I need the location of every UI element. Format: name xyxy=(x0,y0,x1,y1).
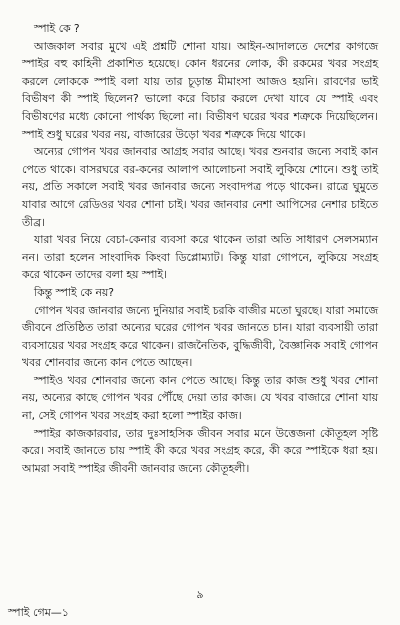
question-heading-who-is-spy: স্পাই কে ? xyxy=(34,22,80,35)
footer-signature: স্পাই গেম—১ xyxy=(8,606,69,619)
paragraph-news-trade: যারা খবর নিয়ে বেচা-কেনার ব্যবসা করে থাকেন তারা অতি সাধারণ সেলসম্যান নন। তারা হলেন সাংবাদিক কিংবা ডিপ্লোম্যাট। কিন্তু যারা গোপনে, লুকিয়ে সংগ্রহ করে থাকেন তাদের বলা হয় স্পাই। xyxy=(22,233,378,282)
page-number: ৯ xyxy=(196,588,204,601)
paragraph-intro: আজকাল সবার মুখে এই প্রশ্নটি শোনা যায়। আইন-আদালতে দেশের কাগজে স্পাইর বহু কাহিনী প্রকাশিত হয়েছে। কোন ধরনের লোক, কী রকমের খবর সংগ্রহ করলে লোককে স্পাই বলা যায় তার চূড়ান্ত মীমাংসা আজও হয়নি। রাবণের ভাই বিভীষণ কী স্পাই ছিলেন? ভালো করে বিচার করলে দেখা যাবে যে স্পাই এবং বিভীষণের মধ্যে কোনো পার্থক্য ছিলো না। বিভীষণ ঘরের খবর শত্রুকে দিয়েছিলেন। স্পাই শুধু ঘরের খবর নয়, বাজারের উড়ো খবর শত্রুকে দিয়ে থাকে। xyxy=(22,39,378,141)
paragraph-spy-work: স্পাইও খবর শোনবার জন্যে কান পেতে আছে। কিন্তু তার কাজ শুধু খবর শোনা নয়, অন্যের কাছে গোপন খবর পৌঁছে দেয়া তার কাজ। যে খবর বাজারে শোনা যায় না, সেই গোপন খবর সংগ্রহ করা হলো স্পাইর কাজ। xyxy=(22,373,378,423)
question-heading-who-is-not-spy: কিন্তু স্পাই কে নয়? xyxy=(34,285,114,299)
paragraph-everyone-seeks-news: গোপন খবর জানবার জন্যে দুনিয়ার সবাই চরকি বাজীর মতো ঘুরছে। যারা সমাজে জীবনে প্রতিষ্ঠিত তারা অন্যের ঘরের গোপন খবর জানতে চান। যারা ব্যবসায়ী তারা ব্যবসায়ের খবর সংগ্রহ করে থাকেন। রাজনৈতিক, বুদ্ধিজীবী, বৈজ্ঞানিক সবাই গোপন খবর শোনবার জন্যে কান পেতে আছেন। xyxy=(22,303,378,370)
paragraph-news-curiosity: অন্যের গোপন খবর জানবার আগ্রহ সবার আছে। খবর শুনবার জন্যে সবাই কান পেতে থাকে। বাসরঘরে বর-কনের আলাপ আলোচনা সবাই লুকিয়ে শোনে। শুধু তাই নয়, প্রতি সকালে সবাই খবর জানবার জন্যে সংবাদপত্র পড়ে থাকেন। রাত্রে ঘুমুতে যাবার আগে রেডিওর খবর শোনা চাই। খবর জানবার নেশা আপিসের নেশার চাইতে তীব্র। xyxy=(22,145,378,229)
paragraph-spy-curiosity: স্পাইর কাজকারবার, তার দুঃসাহসিক জীবন সবার মনে উত্তেজনা কৌতূহল সৃষ্টি করে। সবাই জানতে চায় স্পাই কী করে খবর সংগ্রহ করে, কী করে স্পাইকে ধরা হয়। আমরা সবাই স্পাইর জীবনী জানবার জন্যে কৌতূহলী। xyxy=(22,426,378,475)
